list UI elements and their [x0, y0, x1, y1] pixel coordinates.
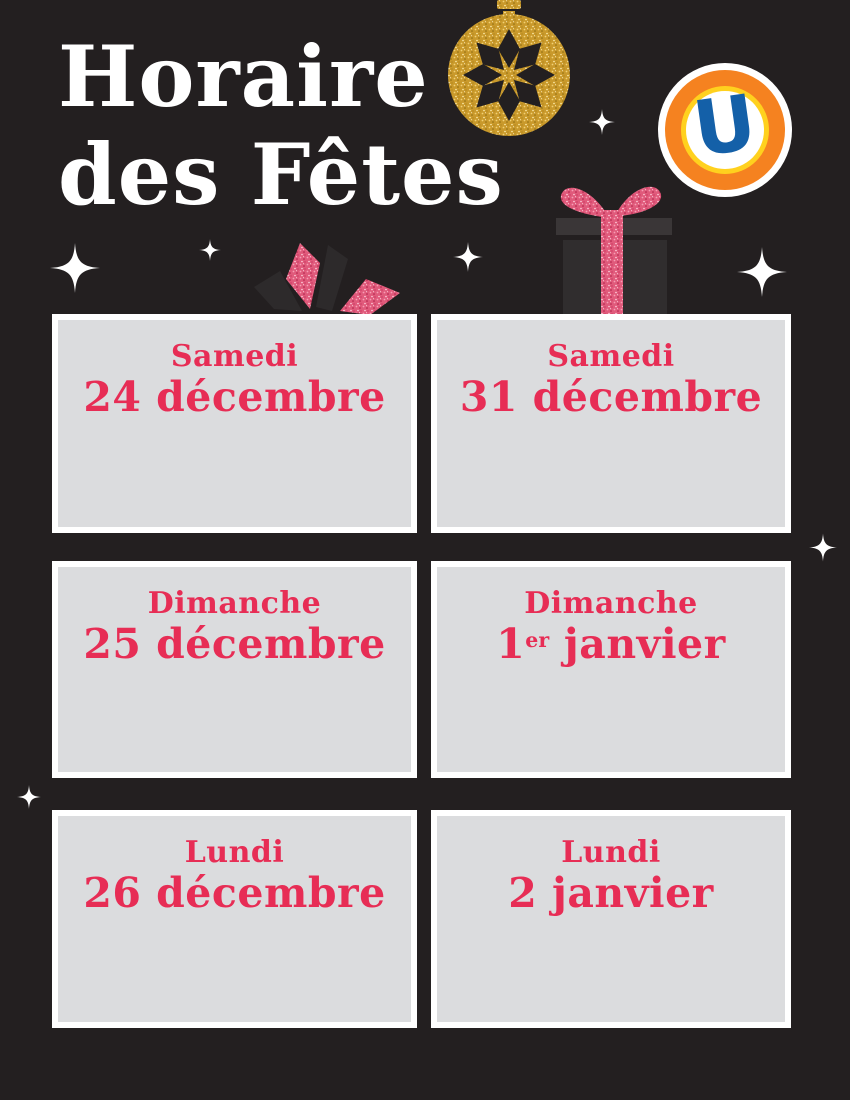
card-date-label: 25 décembre	[83, 620, 386, 668]
card-day-label: Lundi	[184, 835, 285, 870]
card-date-label: 31 décembre	[459, 373, 763, 421]
title-line-1: Horaire	[58, 27, 429, 126]
sparkle-icon	[589, 109, 615, 135]
u-brand-logo	[658, 63, 792, 197]
card-date-label: 1er janvier	[496, 620, 726, 668]
sparkle-icon	[737, 247, 787, 297]
card-day-label: Samedi	[170, 339, 299, 374]
sparkle-icon	[453, 242, 483, 272]
page-title	[58, 28, 504, 224]
sparkle-icon	[50, 243, 100, 293]
card-day-label: Dimanche	[524, 586, 698, 621]
sparkle-icon	[17, 785, 41, 809]
schedule-card-2-janvier	[431, 810, 791, 1028]
schedule-card-1er-janvier	[431, 561, 791, 778]
schedule-card-31-decembre	[431, 314, 791, 533]
poinsettia-leaves-icon	[250, 235, 440, 320]
gift-box-icon	[550, 182, 676, 314]
logo-letter: U	[688, 77, 762, 174]
card-date-label: 2 janvier	[508, 869, 714, 917]
sparkle-icon	[199, 239, 221, 261]
card-day-label: Lundi	[561, 835, 661, 870]
card-date-label: 26 décembre	[83, 869, 386, 917]
card-day-label: Samedi	[547, 339, 675, 374]
card-day-label: Dimanche	[147, 586, 322, 621]
sparkle-icon	[809, 531, 837, 564]
bauble-ornament-icon	[446, 0, 572, 140]
schedule-card-25-decembre	[52, 561, 417, 778]
title-line-2: des Fêtes	[58, 125, 504, 224]
date-superscript: er	[525, 627, 550, 652]
card-date-label: 24 décembre	[83, 373, 386, 421]
logo-center	[686, 77, 764, 174]
schedule-card-26-decembre	[52, 810, 417, 1028]
schedule-card-24-decembre	[52, 314, 417, 533]
